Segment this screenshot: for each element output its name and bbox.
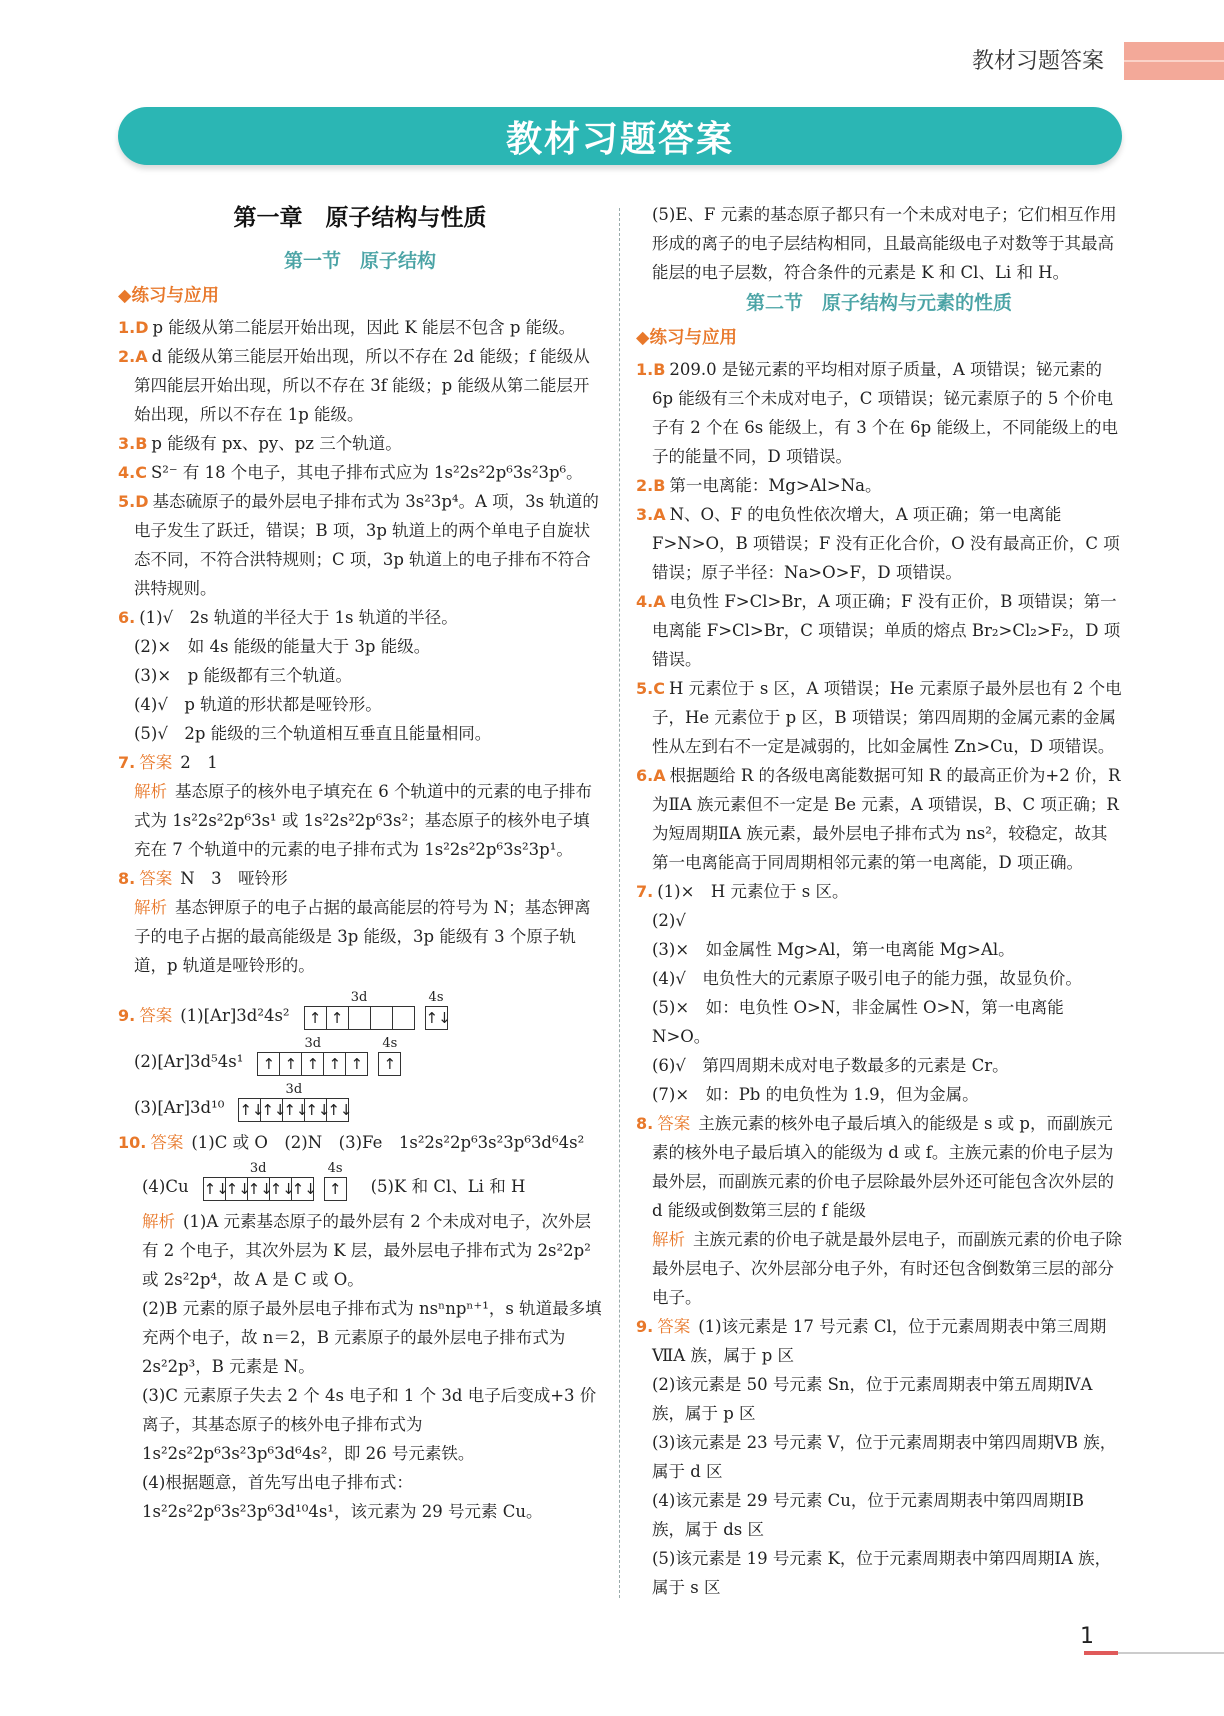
answer-item	[118, 313, 602, 342]
sub-answer: (5)√ 2p 能级的三个轨道相互垂直且能量相同。	[134, 724, 492, 743]
orbital-box: ↑↓	[203, 1180, 229, 1198]
header-decoration	[1124, 42, 1224, 80]
answer-item	[118, 748, 602, 777]
answer-item	[636, 877, 1122, 906]
explanation	[118, 893, 602, 980]
orbital-box: ↑↓	[247, 1180, 273, 1198]
sub-answer: (5)该元素是 19 号元素 K，位于元素周期表中第四周期ⅠA 族，属于 s 区	[652, 1549, 1112, 1597]
orbital-boxes	[203, 1177, 317, 1201]
orbital-group-4s	[324, 1161, 347, 1201]
item-number: 6.A	[636, 766, 666, 785]
sub-answer: (2)√	[652, 911, 686, 930]
orbital-group-4s	[425, 990, 451, 1030]
answer-text: (5)K 和 Cl、Li 和 H	[370, 1177, 526, 1196]
sub-answer: (2)× 如 4s 能级的能量大于 3p 能级。	[134, 637, 431, 656]
answer-item	[636, 1109, 1122, 1225]
orbital-box: ↑↓	[283, 1101, 309, 1119]
item-number: 1.B	[636, 360, 666, 379]
orbital-boxes	[257, 1052, 368, 1076]
answer-item	[636, 587, 1122, 674]
orbital-box: ↑	[305, 1007, 327, 1029]
config-label: (3)[Ar]3d¹⁰	[134, 1098, 225, 1117]
sub-answer: (6)√ 第四周期未成对电子数最多的元素是 Cr。	[652, 1056, 1009, 1075]
orbital-box: ↑	[324, 1053, 346, 1075]
sub-answer: (2)该元素是 50 号元素 Sn，位于元素周期表中第五周期ⅣA 族，属于 p 区	[652, 1375, 1093, 1423]
explanation	[118, 1207, 602, 1294]
footer-rule	[1084, 1652, 1224, 1654]
chapter-title: 第一章 原子结构与性质	[233, 205, 487, 231]
answer-tag: 答案	[139, 753, 173, 772]
item-text: d 能级从第三能层开始出现，所以不存在 2d 能级；f 能级从第四能层开始出现，所以不存在 3f 能级；p 能级从第二能层开始出现，所以不存在 1p 能级。	[134, 347, 590, 424]
item-number: 2.B	[636, 476, 666, 495]
item-number: 6.	[118, 608, 136, 627]
config-label: (4)Cu	[142, 1177, 189, 1196]
orbital-boxes	[324, 1177, 347, 1201]
explanation-text: (1)A 元素基态原子的最外层有 2 个未成对电子，次外层有 2 个电子，其次外层为 K 层，最外层电子排布式为 2s²2p² 或 2s²2p⁴，故 A 是 C 或 O。	[142, 1212, 592, 1289]
orbital-box: ↑↓	[261, 1101, 287, 1119]
item-number: 8.	[118, 869, 136, 888]
item-text: (1)× H 元素位于 s 区。	[657, 882, 849, 901]
item-text: H 元素位于 s 区，A 项错误；He 元素原子最外层也有 2 个电子，He 元素位于 p 区，B 项错误；第四周期的金属元素的金属性从左到右不一定是减弱的，比如金属性 Zn>Cu，D 项错误。	[652, 679, 1122, 756]
explanation-tag: 解析	[134, 898, 167, 917]
answer-tag: 答案	[139, 869, 173, 888]
answer-item	[118, 342, 602, 429]
running-title: 教材习题答案	[971, 49, 1104, 74]
item-text: 根据题给 R 的各级电离能数据可知 R 的最高正价为+2 价，R 为ⅡA 族元素但不一定是 Be 元素，A 项错误，B、C 项正确；R 为短周期ⅡA 族元素，最外层电子排布式为 ns²，较稳定，故其第一电离能高于同周期相邻元素的第一电离能，D 项正确。	[652, 766, 1121, 872]
item-number: 4.C	[118, 463, 147, 482]
item-number: 5.D	[118, 492, 149, 511]
explanation-tag: 解析	[142, 1212, 175, 1231]
page-number: 1	[1080, 1624, 1094, 1649]
item-number: 2.A	[118, 347, 148, 366]
answer-text: (1)C 或 O (2)N (3)Fe 1s²2s²2p⁶3s²3p⁶3d⁶4s²	[191, 1133, 585, 1152]
explanation-text: 基态原子的核外电子填充在 6 个轨道中的元素的电子排布式为 1s²2s²2p⁶3s¹ 或 1s²2s²2p⁶3s²；基态原子的核外电子填充在 7 个轨道中的元素的电子排布式为 1s²2s²2p⁶3s²3p¹。	[134, 782, 592, 859]
answer-tag: 答案	[657, 1114, 691, 1133]
answer-item	[118, 487, 602, 603]
continued-text: (5)E、F 元素的基态原子都只有一个未成对电子；它们相互作用形成的离子的电子层结构相同，且最高能级电子对数等于其最高能层的电子层数，符合条件的元素是 K 和 Cl、Li 和 H。	[652, 205, 1117, 282]
item-text: 第一电离能：Mg>Al>Na。	[669, 476, 882, 495]
subshell-label: 3d	[350, 990, 368, 1005]
orbital-box: ↑	[258, 1053, 280, 1075]
orbital-row	[118, 1161, 602, 1201]
orbital-group-3d	[304, 990, 415, 1030]
item-number: 7.	[118, 753, 136, 772]
answer-text: (1)该元素是 17 号元素 Cl，位于元素周期表中第三周期ⅦA 族，属于 p 区	[652, 1317, 1107, 1365]
answer-item	[118, 429, 602, 458]
subshell-label: 3d	[249, 1161, 267, 1176]
explanation-text: 基态钾原子的电子占据的最高能层的符号为 N；基态钾离子的电子占据的最高能级是 3p 能级，3p 能级有 3 个原子轨道，p 轨道是哑铃形的。	[134, 898, 591, 975]
orbital-box: ↑	[280, 1053, 302, 1075]
item-text: S²⁻ 有 18 个电子，其电子排布式应为 1s²2s²2p⁶3s²3p⁶。	[150, 463, 583, 482]
page-banner: 教材习题答案	[118, 107, 1122, 165]
orbital-row	[118, 1082, 602, 1122]
orbital-box: ↑	[327, 1007, 349, 1029]
orbital-boxes	[378, 1052, 401, 1076]
answer-item	[636, 471, 1122, 500]
subshell-label: 3d	[304, 1036, 322, 1051]
orbital-group-3d	[203, 1161, 317, 1201]
answer-text: 2 1	[180, 753, 218, 772]
answer-item	[636, 500, 1122, 587]
answer-tag: 答案	[139, 1006, 173, 1025]
item-number: 3.B	[118, 434, 148, 453]
explanation-text: 主族元素的价电子就是最外层电子，而副族元素的价电子除最外层电子、次外层部分电子外，有时还包含倒数第三层的部分电子。	[652, 1230, 1122, 1307]
answer-tag: 答案	[657, 1317, 691, 1336]
orbital-box: ↑↓	[291, 1180, 317, 1198]
right-column	[636, 200, 1122, 1602]
explanation	[636, 1225, 1122, 1312]
orbital-box: ↑↓	[425, 1009, 451, 1027]
item-number: 1.D	[118, 318, 149, 337]
practice-heading: ◆练习与应用	[118, 286, 219, 306]
orbital-boxes	[238, 1098, 353, 1122]
explanation-tag: 解析	[134, 782, 167, 801]
left-column	[118, 200, 602, 1526]
item-number: 9.	[636, 1317, 654, 1336]
answer-item	[118, 458, 602, 487]
orbital-box: ↑	[350, 1055, 364, 1073]
answer-item	[636, 1312, 1122, 1370]
subshell-label: 4s	[428, 990, 444, 1005]
orbital-group-4s	[378, 1036, 401, 1076]
explanation-text: (4)根据题意，首先写出电子排布式：1s²2s²2p⁶3s²3p⁶3d¹⁰4s¹，该元素为 29 号元素 Cu。	[142, 1473, 543, 1521]
column-divider	[619, 208, 620, 1598]
item-number: 8.	[636, 1114, 654, 1133]
item-text: 电负性 F>Cl>Br，A 项正确；F 没有正价，B 项错误；第一电离能 F>Cl>Br，C 项错误；单质的熔点 Br₂>Cl₂>F₂，D 项错误。	[652, 592, 1121, 669]
orbital-box: ↑↓	[225, 1180, 251, 1198]
explanation	[118, 777, 602, 864]
answer-item	[636, 674, 1122, 761]
sub-answer: (7)× 如：Pb 的电负性为 1.9，但为金属。	[652, 1085, 979, 1104]
section-title: 第二节 原子结构与元素的性质	[745, 292, 1012, 314]
orbital-box: ↑	[383, 1055, 397, 1073]
orbital-row	[118, 1036, 602, 1076]
explanation-text: (2)B 元素的原子最外层电子排布式为 nsⁿnpⁿ⁺¹，s 轨道最多填充两个电子，故 n＝2，B 元素原子的最外层电子排布式为 2s²2p³，B 元素是 N。	[142, 1299, 602, 1376]
sub-answer: (5)× 如：电负性 O>N，非金属性 O>N，第一电离能 N>O。	[652, 998, 1064, 1046]
orbital-boxes	[304, 1006, 415, 1030]
orbital-group-3d	[238, 1082, 353, 1122]
sub-answer: (3)× 如金属性 Mg>Al，第一电离能 Mg>Al。	[652, 940, 1015, 959]
item-number: 7.	[636, 882, 654, 901]
practice-heading: ◆练习与应用	[636, 328, 737, 348]
orbital-box	[371, 1007, 393, 1029]
item-number: 5.C	[636, 679, 665, 698]
item-text: p 能级从第二能层开始出现，因此 K 能层不包含 p 能级。	[152, 318, 576, 337]
answer-item	[118, 603, 602, 632]
item-text: 基态硫原子的最外层电子排布式为 3s²3p⁴。A 项，3s 轨道的电子发生了跃迁，错误；B 项，3p 轨道上的两个单电子自旋状态不同，不符合洪特规则；C 项，3p 轨道上的电子排布不符合洪特规则。	[134, 492, 599, 598]
subshell-label: 4s	[382, 1036, 398, 1051]
subshell-label: 3d	[285, 1082, 303, 1097]
item-number: 9.	[118, 1006, 136, 1025]
answer-tag: 答案	[150, 1133, 184, 1152]
sub-answer: (3)× p 能级都有三个轨道。	[134, 666, 353, 685]
sub-answer: (4)该元素是 29 号元素 Cu，位于元素周期表中第四周期ⅠB 族，属于 ds 区	[652, 1491, 1084, 1539]
answer-item	[118, 1128, 602, 1157]
config-label: (1)[Ar]3d²4s²	[180, 1006, 290, 1025]
item-text: N、O、F 的电负性依次增大，A 项正确；第一电离能 F>N>O，B 项错误；F 没有正化合价，O 没有最高正价，C 项错误；原子半径：Na>O>F，D 项错误。	[652, 505, 1120, 582]
answer-text: 主族元素的核外电子最后填入的能级是 s 或 p，而副族元素的核外电子最后填入的能级为 d 或 f。主族元素的价电子层为最外层，而副族元素的价电子层除最外层外还可能包含次外层的 d 能级或倒数第三层的 f 能级	[652, 1114, 1114, 1220]
sub-answer: (4)√ p 轨道的形状都是哑铃形。	[134, 695, 382, 714]
orbital-box: ↑	[328, 1180, 342, 1198]
explanation-tag: 解析	[652, 1230, 685, 1249]
item-text: 209.0 是铋元素的平均相对原子质量，A 项错误；铋元素的 6p 能级有三个未成对电子，C 项错误；铋元素原子的 5 个价电子有 2 个在 6s 能级上，有 3 个在 6p 能级上，不同能级上的电子的能量不同，D 项错误。	[652, 360, 1118, 466]
answer-item	[636, 761, 1122, 877]
item-number: 3.A	[636, 505, 666, 524]
subshell-label: 4s	[327, 1161, 343, 1176]
orbital-box: ↑↓	[327, 1101, 353, 1119]
item-number: 4.A	[636, 592, 666, 611]
item-number: 10.	[118, 1133, 147, 1152]
orbital-boxes	[425, 1006, 451, 1030]
config-label: (2)[Ar]3d⁵4s¹	[134, 1052, 244, 1071]
item-text: (1)√ 2s 轨道的半径大于 1s 轨道的半径。	[139, 608, 458, 627]
answer-text: N 3 哑铃形	[180, 869, 288, 888]
orbital-box: ↑	[302, 1053, 324, 1075]
orbital-group-3d	[257, 1036, 368, 1076]
orbital-box: ↑↓	[305, 1101, 331, 1119]
orbital-box: ↑↓	[269, 1180, 295, 1198]
explanation-text: (3)C 元素原子失去 2 个 4s 电子和 1 个 3d 电子后变成+3 价离子，其基态原子的核外电子排布式为 1s²2s²2p⁶3s²3p⁶3d⁶4s²，即 26 号元素铁。	[142, 1386, 597, 1463]
section-title: 第一节 原子结构	[283, 250, 436, 272]
orbital-row	[118, 990, 602, 1030]
sub-answer: (3)该元素是 23 号元素 V，位于元素周期表中第四周期ⅤB 族，属于 d 区	[652, 1433, 1117, 1481]
orbital-box: ↑↓	[239, 1101, 265, 1119]
orbital-box	[349, 1007, 371, 1029]
orbital-box	[393, 1007, 414, 1029]
sub-answer: (4)√ 电负性大的元素原子吸引电子的能力强，故显负价。	[652, 969, 1082, 988]
item-text: p 能级有 px、py、pz 三个轨道。	[151, 434, 402, 453]
answer-item	[636, 355, 1122, 471]
answer-item	[118, 864, 602, 893]
